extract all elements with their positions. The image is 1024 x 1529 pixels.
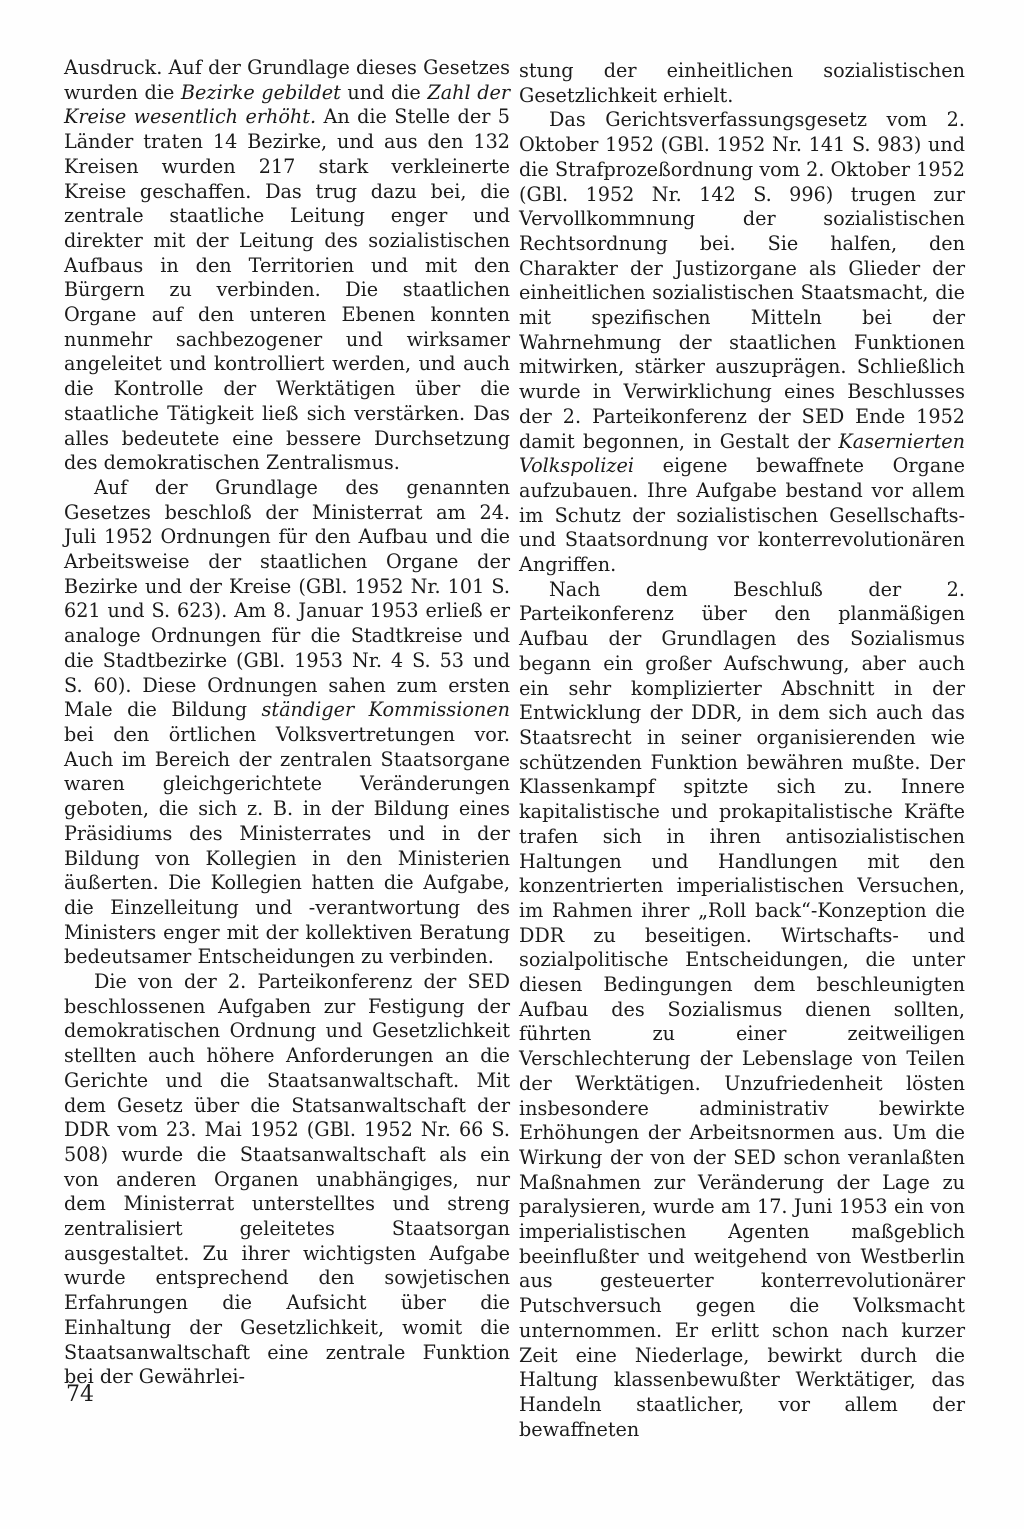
emphasis-staendiger-kommissionen: ständiger Kommissionen: [261, 698, 510, 722]
paragraph-gerichtsverfassungsgesetz: [519, 108, 965, 577]
text-run: Das Gerichtsverfassungsgesetz vom 2. Oktober 1952 (GBl. 1952 Nr. 141 S. 983) und die Strafprozeßordnung vom 2. Oktober 1952 (GBl. 1952 Nr. 142 S. 996) trugen zur Vervollkommnung der sozialistischen Rechtsordnung bei. Sie halfen, den Charakter der Justizorgane als Glieder der einheitlichen sozialistischen Staatsmacht, die mit spezifischen Mitteln bei der Wahrnehmung der staatlichen Funktionen mitwirken, stärker auszuprägen. Schließlich wurde in Verwirklichung eines Beschlusses der 2. Parteikonferenz der SED Ende 1952 damit begonnen, in Gestalt der: [519, 108, 965, 453]
paragraph-staatsanwaltschaft: Die von der 2. Parteikonferenz der SED beschlossenen Aufgaben zur Festigung der demokratischen Ordnung und Gesetzlichkeit stellten auch höhere Anforderungen an die Gerichte und die Staatsanwaltschaft. Mit dem Gesetz über die Statsanwaltschaft der DDR vom 23. Mai 1952 (GBl. 1952 Nr. 66 S. 508) wurde die Staatsanwaltschaft als ein von anderen Organen unabhängiges, nur dem Ministerrat unterstelltes und streng zentralisiert geleitetes Staatsorgan ausgestaltet. Zu ihrer wichtigsten Aufgabe wurde entsprechend den sowjetischen Erfahrungen die Aufsicht über die Einhaltung der Gesetzlichkeit, womit die Staatsanwaltschaft eine zentrale Funktion bei der Gewährlei-: [64, 970, 510, 1389]
left-column: [64, 56, 510, 1390]
emphasis-kasernierte-volkspolizei: Kasernierten Volkspolizei: [519, 429, 965, 478]
text-run: eigene bewaffnete Organe aufzubauen. Ihre Aufgabe bestand vor allem im Schutz der sozialistischen Gesellschafts- und Staatsordnung vor konterrevolutionären Angriffen.: [519, 454, 965, 577]
paragraph-ministerrat-ordnungen: [64, 476, 510, 970]
page-number: 74: [66, 1382, 94, 1407]
emphasis-bezirke-gebildet: Bezirke gebildet: [180, 80, 341, 104]
text-run: Ausdruck. Auf der Grundlage dieses Gesetzes wurden die: [64, 56, 510, 104]
paragraph-bezirke: [64, 56, 510, 476]
text-run: und die: [340, 80, 428, 104]
text-run: An die Stelle der 5 Länder traten 14 Bezirke, und aus den 132 Kreisen wurden 217 stark verkleinerte Kreise geschaffen. Das trug dazu bei, die zentrale staatliche Leitung enger und direkter mit der Leitung des sozialistischen Aufbaus in den Territorien und mit den Bürgern zu verbinden. Die staatlichen Organe auf den unteren Ebenen konnten nunmehr sachbezogener und wirksamer angeleitet und kontrolliert werden, und auch die Kontrolle der Werktätigen über die staatliche Tätigkeit ließ sich verstärken. Das alles bedeutete eine bessere Durchsetzung des demokratischen Zentralismus.: [64, 105, 510, 475]
paragraph-continuation: stung der einheitlichen sozialistischen Gesetzlichkeit erhielt.: [519, 59, 965, 107]
right-column: [519, 59, 965, 1442]
text-run: Auf der Grundlage des genannten Gesetzes beschloß der Ministerrat am 24. Juli 1952 Ordnungen für den Aufbau und die Arbeitsweise der staatlichen Organe der Bezirke und der Kreise (GBl. 1952 Nr. 101 S. 621 und S. 623). Am 8. Januar 1953 erließ er analoge Ordnungen für die Stadtkreise und die Stadtbezirke (GBl. 1953 Nr. 4 S. 53 und S. 60). Diese Ordnungen sahen zum ersten Male die Bildung: [64, 475, 510, 722]
paragraph-17-juni-1953: Nach dem Beschluß der 2. Parteikonferenz über den planmäßigen Aufbau der Grundlagen des Sozialismus begann ein großer Aufschwung, aber auch ein sehr komplizierter Abschnitt in der Entwicklung der DDR, in dem sich auch das Staatsrecht in seiner organisierenden wie schützenden Funktion bewähren mußte. Der Klassenkampf spitzte sich zu. Innere kapitalistische und prokapitalistische Kräfte trafen sich in ihren antisozialistischen Haltungen und Handlungen mit den konzentrierten imperialistischen Versuchen, im Rahmen ihrer „Roll back“-Konzeption die DDR zu beseitigen. Wirtschafts- und sozialpolitische Entscheidungen, die unter diesen Bedingungen dem beschleunigten Aufbau des Sozialismus dienen sollten, führten zu einer zeitweiligen Verschlechterung der Lebenslage von Teilen der Werktätigen. Unzufriedenheit lösten insbesondere administrativ bewirkte Erhöhungen der Arbeitsnormen aus. Um die Wirkung der von der SED schon veranlaßten Maßnahmen zur Veränderung der Lage zu paralysieren, wurde am 17. Juni 1953 ein von imperialistischen Agenten maßgeblich beeinflußter und weitgehend von Westberlin aus gesteuerter konterrevolutionärer Putschversuch gegen die Volksmacht unternommen. Er erlitt schon nach kurzer Zeit eine Niederlage, bewirkt durch die Haltung klassenbewußter Werktätiger, das Handeln staatlicher, vor allem der bewaffneten: [519, 577, 965, 1441]
text-run: bei den örtlichen Volksvertretungen vor. Auch im Bereich der zentralen Staatsorgane waren gleichgerichtete Veränderungen geboten, die sich z. B. in der Bildung eines Präsidiums des Ministerrates und in der Bildung von Kollegien in den Ministerien äußerten. Die Kollegien hatten die Aufgabe, die Einzelleitung und -verantwortung des Ministers enger mit der kollektiven Beratung bedeutsamer Entscheidungen zu verbinden.: [64, 722, 510, 969]
emphasis-zahl-der-kreise: Zahl der Kreise wesentlich erhöht.: [64, 80, 511, 129]
